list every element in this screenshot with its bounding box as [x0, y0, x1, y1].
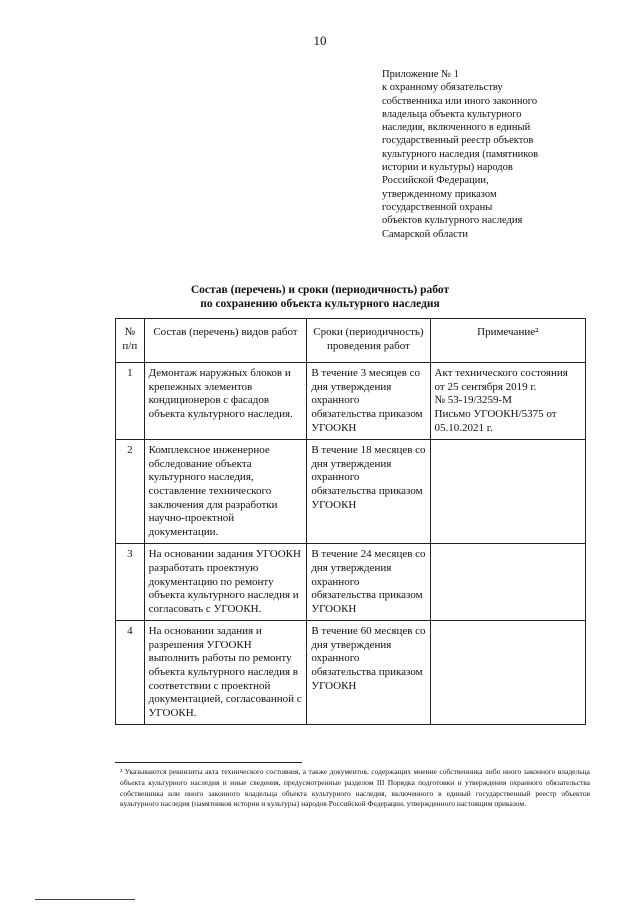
appendix-header	[382, 68, 582, 241]
header-term-line: проведения работ	[326, 339, 410, 352]
cell-term-line: В течение 3 месяцев со	[311, 367, 421, 380]
cell-term-line: дня утверждения	[311, 457, 392, 470]
cell-term-line: дня утверждения	[311, 638, 392, 651]
cell-work	[144, 440, 307, 544]
cell-term	[307, 363, 430, 440]
cell-term-line: УГООКН	[311, 498, 357, 511]
cell-term-line: УГООКН	[311, 602, 357, 615]
appendix-line: государственный реестр объектов	[382, 135, 534, 147]
cell-term	[307, 621, 430, 725]
footnote: ² Указываются реквизиты акта технического состояния, а также документов, содержащих мнение собственника либо иного законного владельца объекта культурного наследия и иные сведения, предусмотренные разделом III Порядка подготовки и утверждения охранного обязательства собственника или иного законного владельца объекта культурного наследия, включенного в единый государственный реестр объектов культурного наследия (памятников истории и культуры) народов Российской Федерации, утвержденного настоящим приказом.	[120, 767, 590, 809]
table-row	[116, 440, 586, 544]
header-num-line: №	[124, 326, 136, 338]
cell-work-line: культурного наследия,	[148, 471, 254, 484]
header-work: Состав (перечень) видов работ	[144, 319, 307, 363]
cell-work-line: объекта культурного наследия в	[148, 666, 298, 679]
cell-term-line: обязательства приказом	[311, 484, 423, 497]
appendix-line: Российской Федерации,	[382, 175, 489, 187]
works-table	[115, 318, 586, 725]
cell-work-line: документации.	[148, 525, 219, 538]
cell-term-line: охранного	[311, 575, 360, 588]
cell-term-line: обязательства приказом	[311, 666, 423, 679]
cell-term-line: УГООКН	[311, 421, 357, 434]
cell-note-line: от 25 сентября 2019 г.	[434, 380, 537, 393]
appendix-line: наследия, включенного в единый	[382, 122, 531, 134]
appendix-line: владельца объекта культурного	[382, 108, 522, 120]
cell-work-line: выполнить работы по ремонту	[148, 652, 292, 665]
cell-note	[430, 621, 585, 725]
cell-work-line: заключения для разработки	[148, 498, 278, 511]
cell-note	[430, 440, 585, 544]
cell-work-line: составление технического	[148, 484, 272, 497]
appendix-line: культурного наследия (памятников	[382, 148, 539, 160]
cell-note-line: Акт технического состояния	[434, 367, 568, 380]
appendix-line: государственной охраны	[382, 201, 493, 213]
cell-note-line: № 53-19/3259-М	[434, 394, 512, 407]
bottom-rule	[35, 899, 135, 900]
cell-work-line: разрешения УГООКН	[148, 638, 252, 651]
table-row	[116, 621, 586, 725]
header-term-line: Сроки (периодичность)	[313, 326, 424, 338]
cell-term-line: дня утверждения	[311, 561, 392, 574]
appendix-line: истории и культуры) народов	[382, 162, 513, 174]
cell-term-line: В течение 60 месяцев со	[311, 625, 426, 638]
cell-work-line: обследование объекта	[148, 457, 252, 470]
appendix-line: Самарской области	[382, 228, 468, 240]
cell-note	[430, 544, 585, 621]
cell-num: 1	[116, 363, 145, 440]
cell-work	[144, 363, 307, 440]
cell-term	[307, 440, 430, 544]
header-term	[307, 319, 430, 363]
title-line: по сохранению объекта культурного наследия	[200, 298, 440, 310]
cell-term-line: охранного	[311, 471, 360, 484]
cell-note	[430, 363, 585, 440]
cell-num: 3	[116, 544, 145, 621]
cell-num: 2	[116, 440, 145, 544]
appendix-line: объектов культурного наследия	[382, 215, 523, 227]
table-row	[116, 544, 586, 621]
cell-work-line: Демонтаж наружных блоков и	[148, 367, 291, 380]
document-title	[0, 283, 640, 311]
cell-work-line: объекта культурного наследия и	[148, 589, 299, 602]
title-line: Состав (перечень) и сроки (периодичность) работ	[190, 284, 450, 296]
cell-term-line: обязательства приказом	[311, 589, 423, 602]
cell-term-line: охранного	[311, 652, 360, 665]
cell-term-line: охранного	[311, 394, 360, 407]
header-num-line: п/п	[122, 339, 138, 352]
cell-work-line: согласовать с УГООКН.	[148, 602, 262, 615]
appendix-line: к охранному обязательству	[382, 82, 503, 94]
cell-num: 4	[116, 621, 145, 725]
cell-work-line: объекта культурного наследия.	[148, 407, 293, 420]
cell-term-line: В течение 18 месяцев со	[311, 444, 426, 457]
cell-work-line: документацией, согласованной с	[148, 693, 302, 706]
cell-note-line: 05.10.2021 г.	[434, 421, 493, 434]
page-number: 10	[313, 33, 327, 48]
cell-work-line: УГООКН.	[148, 706, 197, 719]
cell-note-line: Письмо УГООКН/5375 от	[434, 407, 557, 420]
cell-term-line: УГООКН	[311, 679, 357, 692]
appendix-line: собственника или иного законного	[382, 95, 538, 107]
cell-work-line: разработать проектную	[148, 561, 259, 574]
appendix-line: утвержденному приказом	[382, 188, 497, 200]
cell-term-line: дня утверждения	[311, 380, 392, 393]
cell-work-line: документацию по ремонту	[148, 575, 274, 588]
cell-work-line: кондиционеров с фасадов	[148, 394, 270, 407]
cell-work-line: научно-проектной	[148, 512, 235, 525]
table-header-row	[116, 319, 586, 363]
appendix-line: Приложение № 1	[382, 69, 459, 80]
footnote-separator	[115, 762, 302, 763]
cell-work-line: Комплексное инженерное	[148, 444, 270, 457]
cell-term-line: В течение 24 месяцев со	[311, 548, 426, 561]
cell-work	[144, 621, 307, 725]
cell-work	[144, 544, 307, 621]
cell-term-line: обязательства приказом	[311, 407, 423, 420]
cell-work-line: На основании задания и	[148, 625, 262, 638]
table-row	[116, 363, 586, 440]
header-num	[116, 319, 145, 363]
cell-term	[307, 544, 430, 621]
header-note: Примечание²	[430, 319, 585, 363]
cell-work-line: На основании задания УГООКН	[148, 548, 301, 561]
cell-work-line: крепежных элементов	[148, 380, 253, 393]
cell-work-line: соответствии с проектной	[148, 679, 271, 692]
